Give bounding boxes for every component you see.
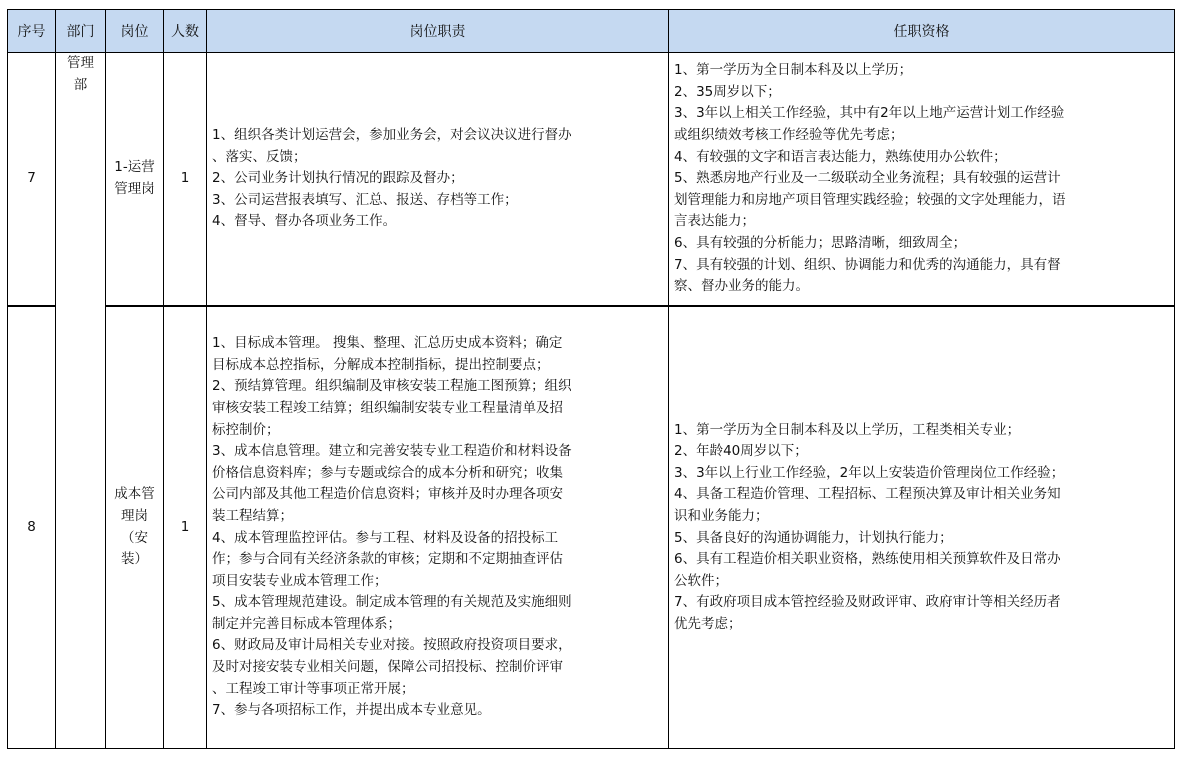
text-line: 5、熟悉房地产行业及一二级联动全业务流程；具有较强的运营计 [674,170,1061,187]
text-line: 7、参与各项招标工作，并提出成本专业意见。 [212,702,491,719]
text-line: 或组织绩效考核工作经验等优先考虑； [674,127,904,144]
text-line: 3、3年以上行业工作经验，2年以上安装造价管理岗位工作经验； [674,464,1065,481]
text-line: 5、成本管理规范建设。制定成本管理的有关规范及实施细则 [212,594,572,611]
text-line: 、落实、反馈； [212,148,307,165]
text-line: 装） [121,551,148,568]
text-line: 1、组织各类计划运营会，参加业务会，对会议决议进行督办 [212,127,572,144]
text-line: 装工程结算； [212,507,293,524]
text-line: 2、35周岁以下； [674,83,781,100]
text-line: 6、财政局及审计局相关专业对接。按照政府投资项目要求， [212,637,572,654]
count-cell: 1 [164,306,207,749]
text-line: 3、成本信息管理。建立和完善安装专业工程造价和材料设备 [212,443,572,460]
text-line: 1-运营 [114,159,155,176]
text-line: 作；参与合同有关经济条款的审核；定期和不定期抽查评估 [212,551,563,568]
text-line: 1、第一学历为全日制本科及以上学历； [674,62,913,79]
text-line: 、工程竣工审计等事项正常开展； [212,680,415,697]
header-row [8,10,1175,53]
text-line: 4、成本管理监控评估。参与工程、材料及设备的招投标工 [212,529,559,546]
count-cell: 1 [164,53,207,307]
header-dept: 部门 [56,10,106,53]
text-line: 6、具有较强的分析能力；思路清晰，细致周全； [674,234,967,251]
qualifications-cell [669,53,1175,307]
recruitment-table [7,9,1175,749]
text-line: 成本管 [114,486,155,503]
text-line: 察、督办业务的能力。 [674,278,809,295]
text-line: 识和业务能力； [674,507,769,524]
text-line: 4、具备工程造价管理、工程招标、工程预决算及审计相关业务知 [674,486,1061,503]
table-row [8,53,1175,307]
dept-cell [56,53,106,749]
text-line: 目标成本总控指标，分解成本控制指标，提出控制要点； [212,356,550,373]
text-line: 优先考虑； [674,615,742,632]
text-line: 3、3年以上相关工作经验，其中有2年以上地产运营计划工作经验 [674,105,1065,122]
post-cell [106,306,164,749]
post-cell [106,53,164,307]
dept-lines [56,53,105,96]
text-line: 1、第一学历为全日制本科及以上学历，工程类相关专业； [674,421,1021,438]
text-line: 及时对接安装专业相关问题，保障公司招投标、控制价评审 [212,659,563,676]
qualifications-cell [669,306,1175,749]
text-line: 5、具备良好的沟通协调能力，计划执行能力； [674,529,953,546]
text-line: 4、督导、督办各项业务工作。 [212,213,397,230]
header-qualifications: 任职资格 [669,10,1175,53]
text-line: 价格信息资料库；参与专题或综合的成本分析和研究；收集 [212,464,563,481]
duties-cell [207,306,669,749]
text-line: 审核安装工程竣工结算；组织编制安装专业工程量清单及招 [212,399,563,416]
header-count: 人数 [164,10,207,53]
text-line: 制定并完善目标成本管理体系； [212,615,401,632]
duties-cell [207,53,669,307]
text-line: 2、年龄40周岁以下； [674,443,808,460]
row-no-cell: 8 [8,306,56,749]
text-line: 理岗 [121,507,148,524]
text-line: 4、有较强的文字和语言表达能力，熟练使用办公软件； [674,148,1007,165]
header-duties: 岗位职责 [207,10,669,53]
post-lines [106,157,163,200]
text-line: 公司内部及其他工程造价信息资料；审核并及时办理各项安 [212,486,563,503]
header-post: 岗位 [106,10,164,53]
text-line: 3、公司运营报表填写、汇总、报送、存档等工作； [212,191,518,208]
header-no: 序号 [8,10,56,53]
text-line: 2、公司业务计划执行情况的跟踪及督办； [212,170,464,187]
post-lines [106,484,163,570]
text-line: 划管理能力和房地产项目管理实践经验；较强的文字处理能力，语 [674,191,1066,208]
text-line: 公软件； [674,572,728,589]
text-line: 6、具有工程造价相关职业资格，熟练使用相关预算软件及日常办 [674,551,1061,568]
row-no-cell: 7 [8,53,56,307]
text-line: 1、目标成本管理。 搜集、整理、汇总历史成本资料；确定 [212,335,563,352]
table-row [8,306,1175,749]
text-line: 言表达能力； [674,213,755,230]
text-line: 部 [73,76,88,93]
text-line: 2、预结算管理。组织编制及审核安装工程施工图预算；组织 [212,378,572,395]
text-line: 7、有政府项目成本管控经验及财政评审、政府审计等相关经历者 [674,594,1061,611]
text-line: 管理岗 [114,181,155,197]
text-line: 管理 [67,55,94,71]
text-line: 项目安装专业成本管理工作； [212,572,388,589]
text-line: 7、具有较强的计划、组织、协调能力和优秀的沟通能力，具有督 [674,256,1061,273]
text-line: （安 [121,529,148,546]
text-line: 标控制价； [212,421,280,438]
